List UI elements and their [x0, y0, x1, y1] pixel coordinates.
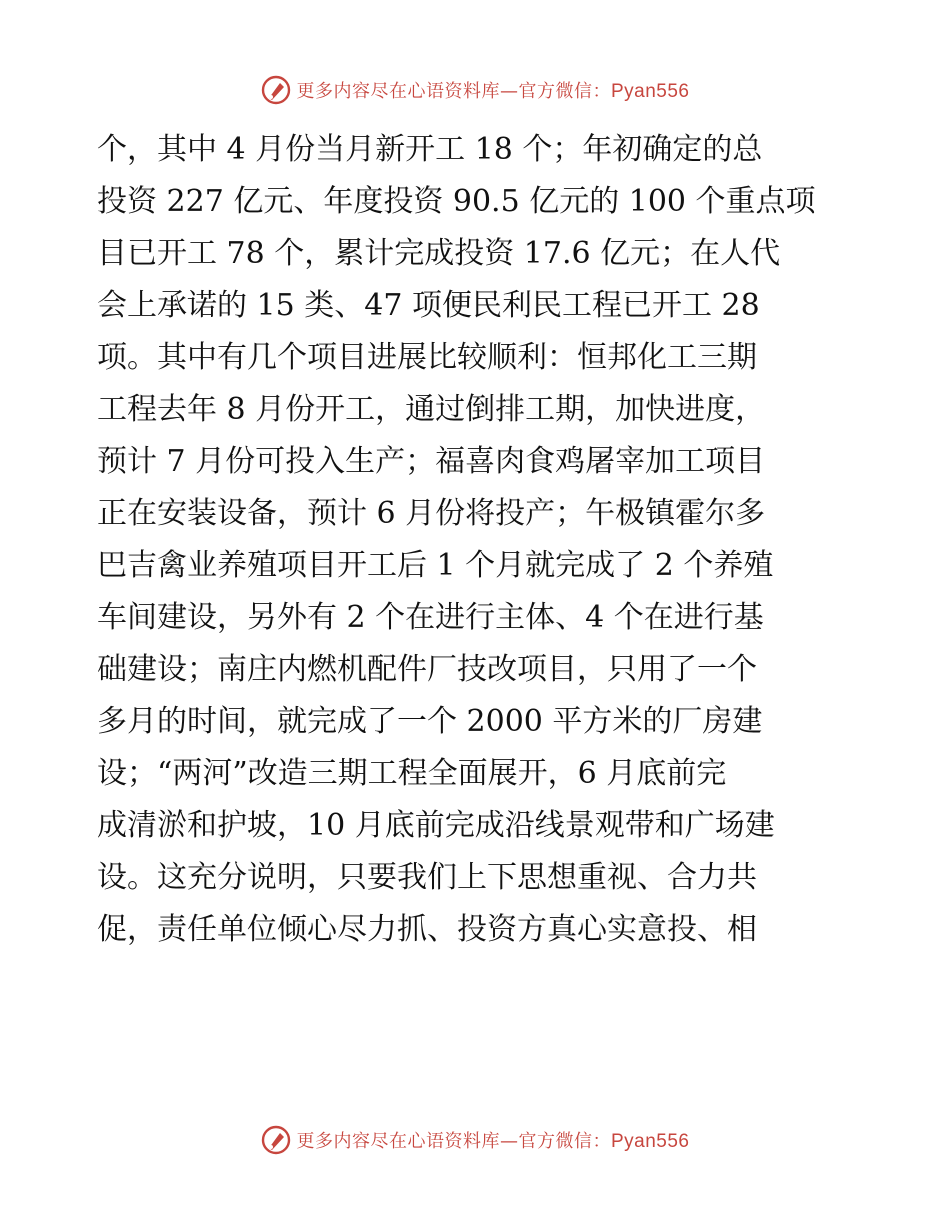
header-watermark-banner — [0, 70, 950, 110]
banner-wechat-id: Pyan556 — [610, 81, 690, 102]
document-body — [97, 124, 867, 956]
pen-nib-logo-icon — [260, 1124, 292, 1156]
text-line: 多月的时间，就完成了一个 2000 平方米的厂房建 — [97, 704, 763, 739]
text-line: 促，责任单位倾心尽力抓、投资方真心实意投、相 — [97, 912, 757, 947]
text-line: 成清淤和护坡，10 月底前完成沿线景观带和广场建 — [97, 808, 775, 843]
banner-dash: — — [499, 81, 519, 102]
text-line: 车间建设，另外有 2 个在进行主体、4 个在进行基 — [97, 600, 764, 635]
banner-text — [296, 77, 689, 103]
banner-text — [296, 1127, 689, 1153]
text-line: 设。这充分说明，只要我们上下思想重视、合力共 — [97, 860, 757, 895]
text-line: 投资 227 亿元、年度投资 90.5 亿元的 100 个重点项 — [97, 184, 816, 219]
banner-wechat-id: Pyan556 — [610, 1131, 690, 1152]
text-line: 项。其中有几个项目进展比较顺利：恒邦化工三期 — [97, 340, 757, 375]
text-line: 工程去年 8 月份开工，通过倒排工期，加快进度， — [97, 392, 766, 427]
banner-main-text: 更多内容尽在心语资料库 — [296, 81, 500, 102]
banner-wechat-label: 官方微信： — [518, 1131, 611, 1152]
text-line: 预计 7 月份可投入生产；福喜肉食鸡屠宰加工项目 — [97, 444, 766, 479]
text-line: 础建设；南庄内燃机配件厂技改项目，只用了一个 — [97, 652, 757, 687]
text-line: 会上承诺的 15 类、47 项便民利民工程已开工 28 — [97, 288, 760, 323]
banner-wechat-label: 官方微信： — [518, 81, 611, 102]
text-line: 设；“两河”改造三期工程全面展开，6 月底前完 — [97, 756, 727, 791]
footer-watermark-banner — [0, 1120, 950, 1160]
pen-nib-logo-icon — [260, 74, 292, 106]
text-line: 巴吉禽业养殖项目开工后 1 个月就完成了 2 个养殖 — [97, 548, 774, 583]
text-line: 个，其中 4 月份当月新开工 18 个；年初确定的总 — [97, 132, 763, 167]
banner-main-text: 更多内容尽在心语资料库 — [296, 1131, 500, 1152]
text-line: 正在安装设备，预计 6 月份将投产；午极镇霍尔多 — [97, 496, 766, 531]
banner-dash: — — [499, 1131, 519, 1152]
text-line: 目已开工 78 个，累计完成投资 17.6 亿元；在人代 — [97, 236, 781, 271]
